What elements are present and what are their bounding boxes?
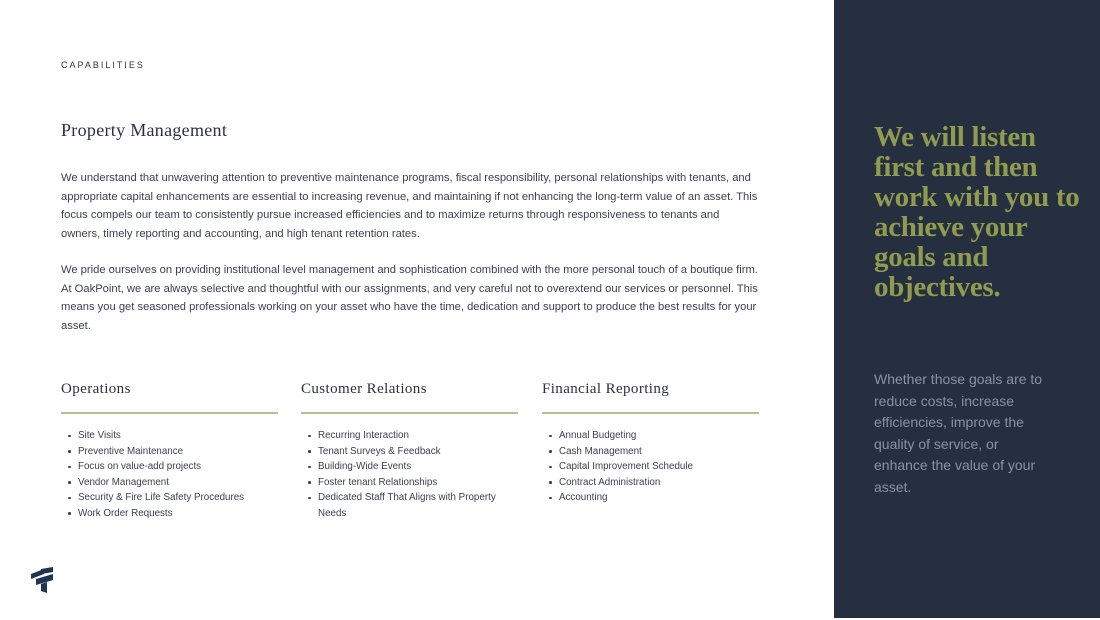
financial-reporting-list: [542, 428, 759, 506]
list-item: Preventive Maintenance: [61, 444, 278, 460]
list-item: Building-Wide Events: [301, 459, 518, 475]
list-item: Tenant Surveys & Feedback: [301, 444, 518, 460]
page-title: Property Management: [61, 120, 228, 140]
customer-relations-list: [301, 428, 518, 521]
sidebar-text: Whether those goals are to reduce costs, increase efficiencies, improve the quality of service, or enhance the value of your asset.: [874, 371, 1043, 495]
list-item: Site Visits: [61, 428, 278, 444]
list-item: Security & Fire Life Safety Procedures: [61, 490, 278, 506]
list-item: Vendor Management: [61, 475, 278, 491]
operations-list: [61, 428, 278, 521]
list-item: Capital Improvement Schedule: [542, 459, 759, 475]
operations-column: [61, 381, 278, 521]
customer-relations-heading: Customer Relations: [301, 381, 518, 414]
intro-paragraph-2: We pride ourselves on providing institutional level management and sophistication combined with the more personal touch of a boutique firm. At OakPoint, we are always selective and thoughtful with our assignments, and very careful not to overextend our services or personnel. This means you get seasoned professionals working on your asset who have the time, dedication and support to produce the best results for your asset.: [61, 264, 758, 332]
sidebar-quote: We will listen first and then work with you to achieve your goals and objectives.: [874, 121, 1080, 303]
list-item: Accounting: [542, 490, 759, 506]
quote-sidebar: [834, 0, 1100, 618]
intro-paragraph-1: We understand that unwavering attention to preventive maintenance programs, fiscal responsibility, personal relationships with tenants, and appropriate capital enhancements are essential to increasing revenue, and maintaining if not enhancing the long-term value of an asset. This focus compels our team to consistently pursue increased efficiencies and to maximize returns through responsiveness to tenants and owners, timely reporting and accounting, and high tenant retention rates.: [61, 172, 758, 240]
section-label: CAPABILITIES: [61, 60, 145, 70]
list-item: Contract Administration: [542, 475, 759, 491]
list-item: Recurring Interaction: [301, 428, 518, 444]
oakpoint-logo-icon: [30, 566, 54, 594]
operations-heading: Operations: [61, 381, 278, 414]
financial-reporting-heading: Financial Reporting: [542, 381, 759, 414]
list-item: Cash Management: [542, 444, 759, 460]
list-item: Annual Budgeting: [542, 428, 759, 444]
list-item: Foster tenant Relationships: [301, 475, 518, 491]
customer-relations-column: [301, 381, 518, 521]
list-item: Dedicated Staff That Aligns with Property Needs: [301, 490, 518, 521]
list-item: Work Order Requests: [61, 506, 278, 522]
financial-reporting-column: [542, 381, 759, 506]
list-item: Focus on value-add projects: [61, 459, 278, 475]
